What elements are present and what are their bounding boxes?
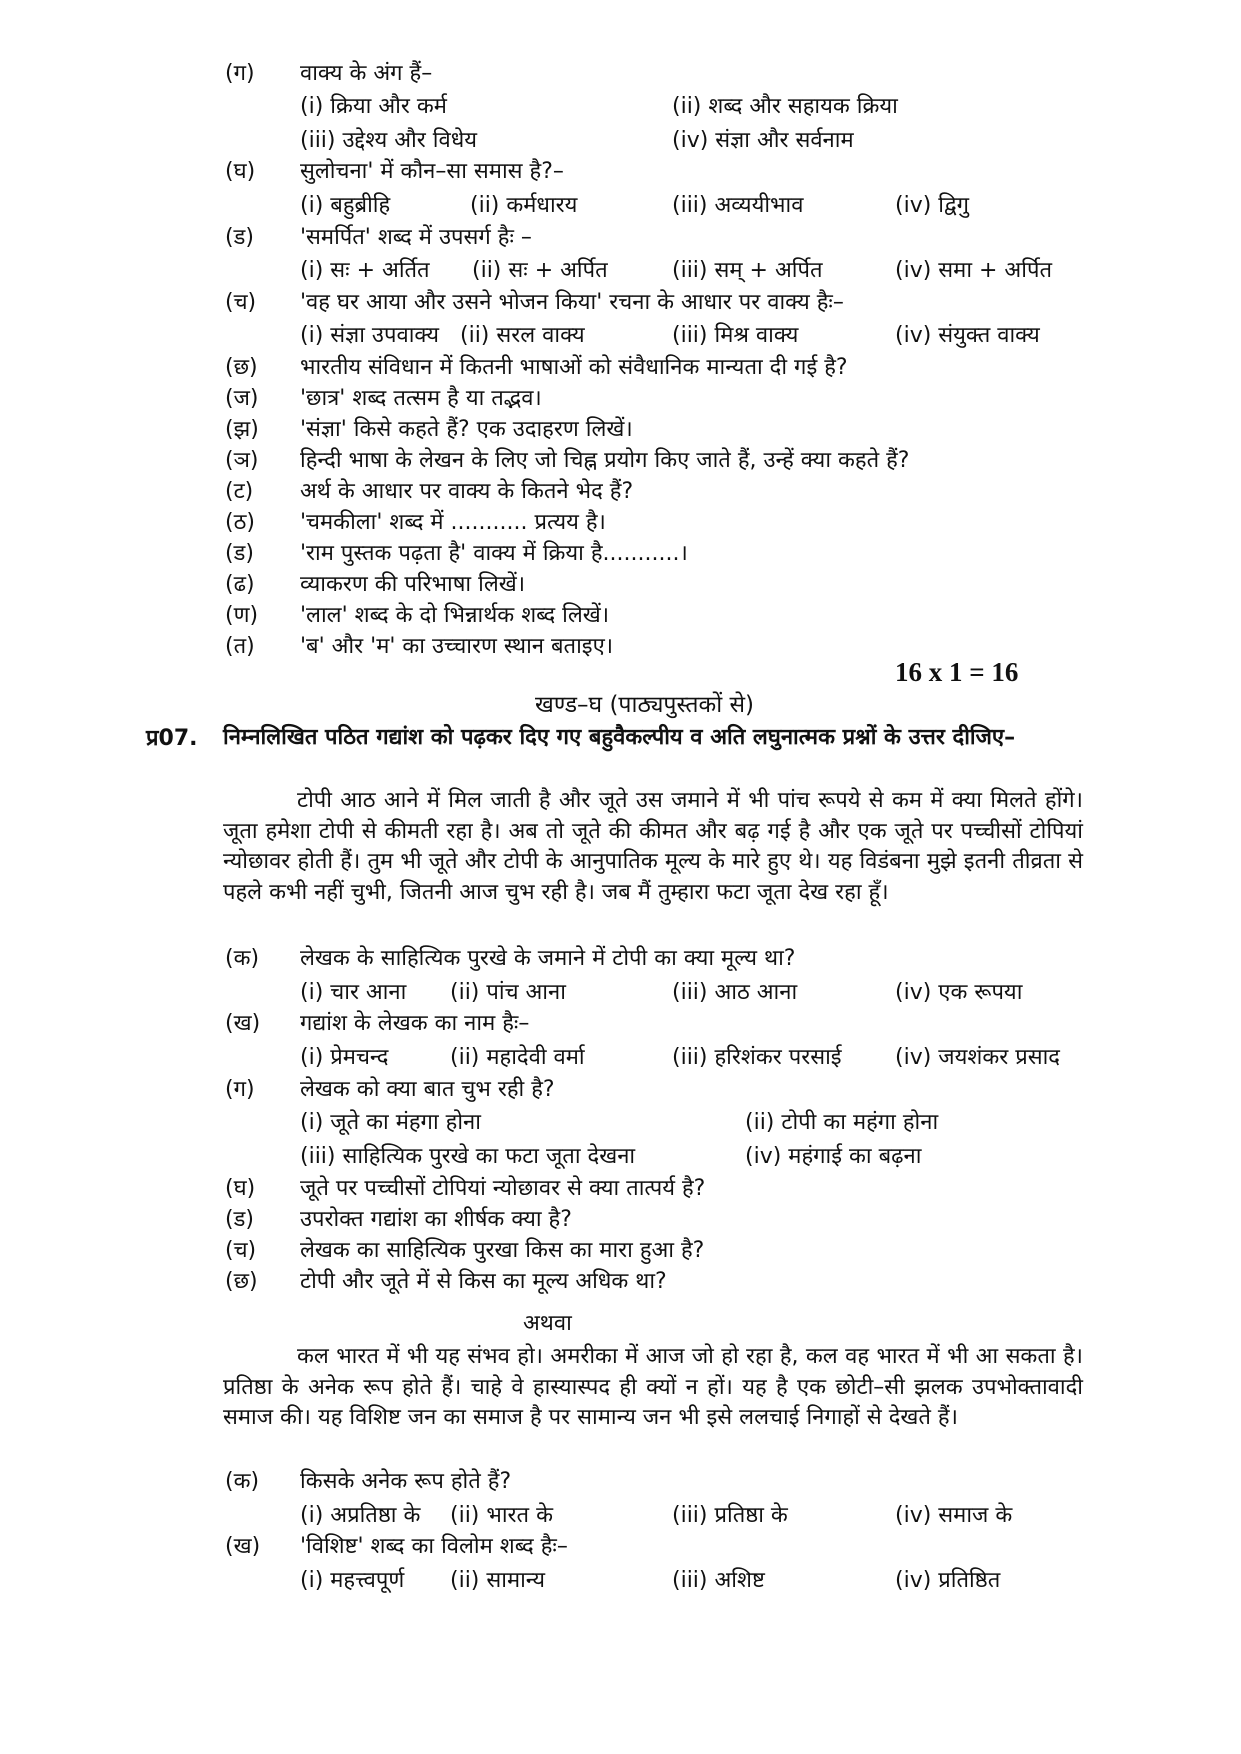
question-label: (ज) — [225, 386, 259, 411]
question-label: (छ) — [225, 1269, 258, 1294]
option: (i) अप्रतिष्ठा के — [300, 1503, 421, 1528]
question-label: (ठ) — [225, 510, 255, 535]
option: (iv) संयुक्त वाक्य — [895, 323, 1040, 348]
option: (i) सः + अर्तित — [300, 258, 430, 283]
question-text: लेखक के साहित्यिक पुरखे के जमाने में टोपी का क्या मूल्य था? — [300, 946, 796, 971]
question-label: (त) — [225, 634, 255, 659]
question-text: किसके अनेक रूप होते हैं? — [300, 1469, 512, 1494]
option: (iv) समा + अर्पित — [895, 258, 1052, 283]
question-text: टोपी और जूते में से किस का मूल्य अधिक था? — [300, 1269, 667, 1294]
question-label: (ग) — [225, 1077, 255, 1102]
option: (iv) द्विगु — [895, 193, 970, 218]
question-label: (घ) — [225, 159, 256, 184]
question-text: 'विशिष्ट' शब्द का विलोम शब्द हैः– — [300, 1534, 568, 1559]
or-separator: अथवा — [523, 1311, 572, 1336]
marks-allocation: 16 x 1 = 16 — [895, 657, 1019, 687]
option: (iv) एक रूपया — [895, 980, 1023, 1005]
option: (iii) सम् + अर्पित — [672, 258, 823, 283]
question-label: (छ) — [225, 355, 258, 380]
option: (i) जूते का मंहगा होना — [300, 1110, 481, 1135]
question-text: 'लाल' शब्द के दो भिन्नार्थक शब्द लिखें। — [300, 603, 610, 628]
question-label: (च) — [225, 290, 257, 315]
question-label: (घ) — [225, 1176, 256, 1201]
question-label: (ड) — [225, 1207, 254, 1232]
option: (iii) साहित्यिक पुरखे का फटा जूता देखना — [300, 1144, 636, 1169]
question-label: (ख) — [225, 1534, 261, 1559]
option: (iii) उद्देश्य और विधेय — [300, 128, 478, 153]
option: (iii) मिश्र वाक्य — [672, 323, 799, 348]
question-label: (क) — [225, 946, 260, 971]
question-label: (ञ) — [225, 448, 259, 473]
option: (iii) प्रतिष्ठा के — [672, 1503, 788, 1528]
option: (ii) शब्द और सहायक क्रिया — [672, 94, 898, 119]
question-label: (ख) — [225, 1011, 261, 1036]
passage: कल भारत में भी यह संभव हो। अमरीका में आज जो हो रहा है, कल वह भारत में भी आ सकता है। प्रतिष्ठा के अनेक रूप होते हैं। चाहे वे हास्यास्पद ही क्यों न हों। यह है एक छोटी–सी झलक उपभोक्तावादी समाज की। यह विशिष्ट जन का समाज है पर सामान्य जन भी इसे ललचाई निगाहों से देखते हैं। — [223, 1344, 1083, 1430]
question-text: हिन्दी भाषा के लेखन के लिए जो चिह्न प्रयोग किए जाते हैं, उन्हें क्या कहते हैं? — [300, 448, 910, 473]
option: (ii) कर्मधारय — [470, 193, 578, 218]
option: (iii) आठ आना — [672, 980, 798, 1005]
question-text: वाक्य के अंग हैं– — [300, 61, 433, 86]
option: (iv) प्रतिष्ठित — [895, 1568, 1001, 1593]
question-text: 'राम पुस्तक पढ़ता है' वाक्य में क्रिया है...........। — [300, 541, 688, 566]
option: (iv) जयशंकर प्रसाद — [895, 1045, 1060, 1070]
option: (iv) संज्ञा और सर्वनाम — [672, 128, 854, 153]
question-text: लेखक को क्या बात चुभ रही है? — [300, 1077, 555, 1102]
question-text: 'समर्पित' शब्द में उपसर्ग हैः – — [300, 225, 532, 250]
option: (ii) महादेवी वर्मा — [450, 1045, 585, 1070]
question-text: 'वह घर आया और उसने भोजन किया' रचना के आधार पर वाक्य हैः– — [300, 290, 844, 315]
question-text: 'संज्ञा' किसे कहते हैं? एक उदाहरण लिखें। — [300, 417, 633, 442]
question-text: अर्थ के आधार पर वाक्य के कितने भेद हैं? — [300, 479, 634, 504]
option: (iv) समाज के — [895, 1503, 1013, 1528]
question-label: (च) — [225, 1238, 257, 1263]
option: (i) महत्त्वपूर्ण — [300, 1568, 405, 1593]
option: (ii) सरल वाक्य — [460, 323, 585, 348]
section-heading: खण्ड–घ (पाठ्यपुस्तकों से) — [535, 692, 754, 718]
question-text: 'चमकीला' शब्द में ........... प्रत्यय है। — [300, 510, 606, 535]
question-label: (ण) — [225, 603, 259, 628]
option: (i) बहुब्रीहि — [300, 193, 391, 218]
option: (ii) सामान्य — [450, 1568, 546, 1593]
option: (i) संज्ञा उपवाक्य — [300, 323, 439, 348]
question-label: (झ) — [225, 417, 259, 442]
question-label: (ग) — [225, 61, 255, 86]
question-text: गद्यांश के लेखक का नाम हैः– — [300, 1011, 530, 1036]
question-text: जूते पर पच्चीसों टोपियां न्योछावर से क्या तात्पर्य है? — [300, 1176, 706, 1201]
option: (ii) टोपी का महंगा होना — [745, 1110, 939, 1135]
question-text: सुलोचना' में कौन–सा समास है?– — [300, 159, 564, 184]
option: (ii) भारत के — [450, 1503, 553, 1528]
passage: टोपी आठ आने में मिल जाती है और जूते उस जमाने में भी पांच रूपये से कम में क्या मिलते होंगे। जूता हमेशा टोपी से कीमती रहा है। अब तो जूते की कीमत और बढ़ गई है और एक जूते पर पच्चीसों टोपियां न्योछावर होती हैं। तुम भी जूते और टोपी के आनुपातिक मूल्य के मारे हुए थे। यह विडंबना मुझे इतनी तीव्रता से पहले कभी नहीं चुभी, जितनी आज चुभ रही है। जब मैं तुम्हारा फटा जूता देख रहा हूँ। — [223, 788, 1083, 905]
option: (i) चार आना — [300, 980, 407, 1005]
question-text: 'छात्र' शब्द तत्सम है या तद्भव। — [300, 386, 542, 411]
question-text: भारतीय संविधान में कितनी भाषाओं को संवैधानिक मान्यता दी गई है? — [300, 355, 848, 380]
question-label: (ड) — [225, 541, 254, 566]
option: (iii) हरिशंकर परसाई — [672, 1045, 842, 1070]
question-label: (ट) — [225, 479, 254, 504]
question-text: उपरोक्त गद्यांश का शीर्षक क्या है? — [300, 1207, 572, 1232]
option: (i) क्रिया और कर्म — [300, 94, 447, 119]
option: (ii) पांच आना — [450, 980, 566, 1005]
question-text: लेखक का साहित्यिक पुरखा किस का मारा हुआ है? — [300, 1238, 705, 1263]
question-number: प्र07. — [146, 726, 198, 751]
option: (iv) महंगाई का बढ़ना — [745, 1144, 922, 1169]
question-text: 'ब' और 'म' का उच्चारण स्थान बताइए। — [300, 634, 614, 659]
option: (i) प्रेमचन्द — [300, 1045, 389, 1070]
option: (iii) अशिष्ट — [672, 1568, 765, 1593]
question-label: (ड) — [225, 225, 254, 250]
question-label: (क) — [225, 1469, 260, 1494]
option: (iii) अव्ययीभाव — [672, 193, 804, 218]
question-label: (ढ) — [225, 572, 255, 597]
question-instruction: निम्नलिखित पठित गद्यांश को पढ़कर दिए गए बहुवैकल्पीय व अति लघुनात्मक प्रश्नों के उत्तर दीजिए– — [223, 725, 1016, 750]
question-text: व्याकरण की परिभाषा लिखें। — [300, 572, 526, 597]
option: (ii) सः + अर्पित — [472, 258, 608, 283]
